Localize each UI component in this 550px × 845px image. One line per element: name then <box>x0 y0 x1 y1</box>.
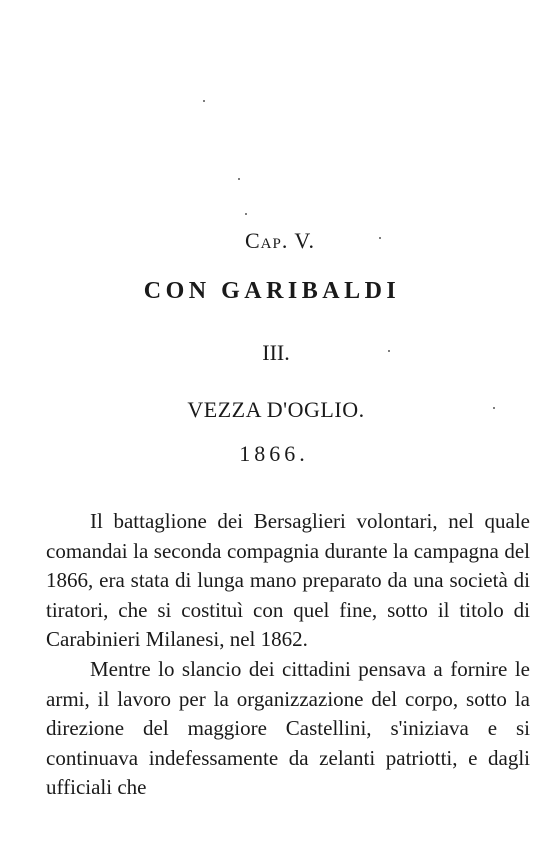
body-text <box>46 507 530 803</box>
section-number: III. <box>262 340 290 365</box>
section-place: VEZZA D'OGLIO. <box>187 397 365 422</box>
section-year: 1866. <box>239 441 309 466</box>
chapter-label: Cap. V. <box>244 228 315 253</box>
chapter-title: CON GARIBALDI <box>143 278 401 304</box>
paragraph: Mentre lo slancio dei cittadini pensava a fornire le armi, il lavoro per la organizzazione del corpo, sotto la direzione del maggiore Castellini, s'iniziava e si continuava indefessamente da zelanti patriotti, e dagli ufficiali che <box>46 656 530 800</box>
paper-speck <box>245 213 247 215</box>
paper-speck <box>238 178 240 180</box>
paper-speck <box>203 100 205 102</box>
paragraph: Il battaglione dei Bersaglieri volontari, nel quale comandai la seconda compagnia durante la campagna del 1866, era stata di lunga mano preparato da una società di tiratori, che si costituì con quel fine, sotto il titolo di Carabinieri Milanesi, nel 1862. <box>46 509 530 652</box>
